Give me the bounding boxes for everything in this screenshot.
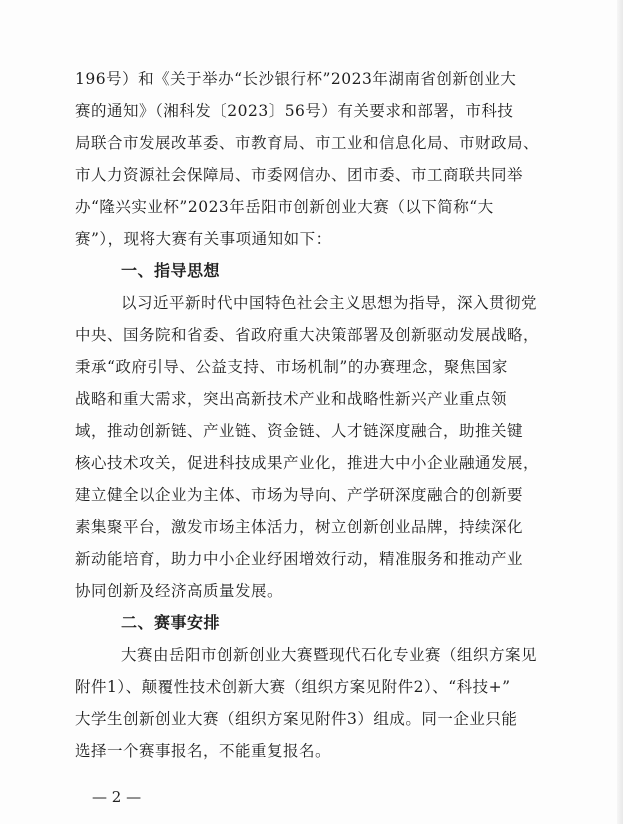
scan-edge [617, 0, 623, 824]
section2-line: 大学生创新创业大赛（组织方案见附件3）组成。同一企业只能 [75, 710, 518, 728]
section1-line: 中央、国务院和省委、省政府重大决策部署及创新驱动发展战略， [75, 326, 540, 344]
intro-line: 市人力资源社会保障局、市委网信办、团市委、市工商联共同举 [75, 166, 524, 184]
intro-line: 赛的通知》（湘科发〔2023〕56号）有关要求和部署，市科技 [75, 102, 514, 120]
document-body [75, 0, 560, 824]
section2-line: 选择一个赛事报名，不能重复报名。 [75, 742, 332, 760]
section1-line: 秉承“政府引导、公益支持、市场机制”的办赛理念，聚焦国家 [75, 358, 508, 376]
section-heading-event-arrangement: 二、赛事安排 [121, 613, 221, 632]
section1-line: 协同创新及经济高质量发展。 [75, 582, 284, 600]
section1-line: 新动能培育，助力中小企业纾困增效行动，精准服务和推动产业 [75, 550, 524, 568]
page-number: — 2 — [92, 788, 142, 806]
section1-line: 核心技术攻关，促进科技成果产业化，推进大中小企业融通发展， [75, 454, 540, 472]
intro-line: 办“隆兴实业杯”2023年岳阳市创新创业大赛（以下简称“大 [75, 198, 494, 216]
section1-line: 建立健全以企业为主体、市场为导向、产学研深度融合的创新要 [75, 486, 524, 504]
intro-line: 局联合市发展改革委、市教育局、市工业和信息化局、市财政局、 [75, 134, 540, 152]
section1-line: 域，推动创新链、产业链、资金链、人才链深度融合，助推关键 [75, 422, 524, 440]
section1-line: 以习近平新时代中国特色社会主义思想为指导，深入贯彻党 [121, 294, 538, 312]
section-heading-guiding-ideology: 一、指导思想 [121, 261, 221, 280]
section2-line: 附件1）、颠覆性技术创新大赛（组织方案见附件2）、“科技+” [75, 678, 511, 696]
intro-line: 196号）和《关于举办“长沙银行杯”2023年湖南省创新创业大 [75, 70, 517, 88]
section1-line: 战略和重大需求，突出高新技术产业和战略性新兴产业重点领 [75, 390, 508, 408]
intro-line: 赛”），现将大赛有关事项通知如下： [75, 230, 332, 248]
section2-line: 大赛由岳阳市创新创业大赛暨现代石化专业赛（组织方案见 [121, 646, 538, 664]
section1-line: 素集聚平台，激发市场主体活力，树立创新创业品牌，持续深化 [75, 518, 524, 536]
